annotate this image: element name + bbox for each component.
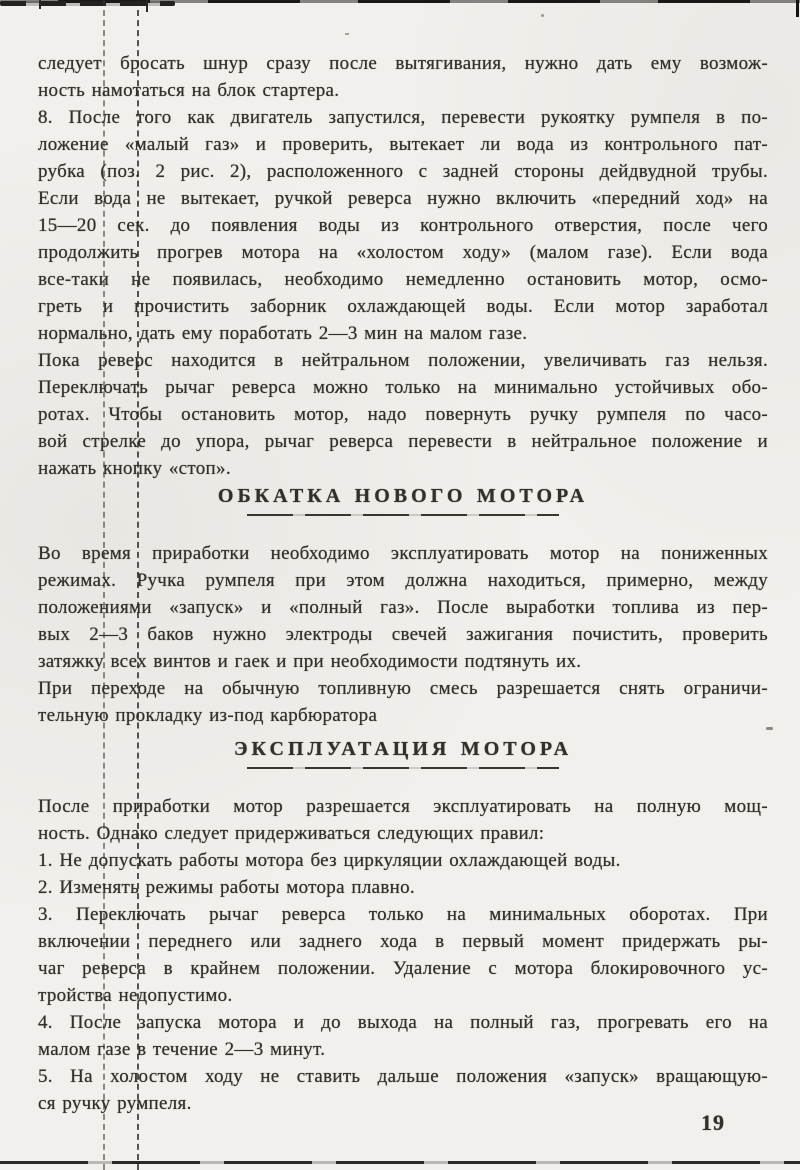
text-line: Во время приработки необходимо эксплуатировать мотор на пониженных	[38, 543, 768, 564]
text-line: ротах. Чтобы остановить мотор, надо повернуть ручку румпеля по часо-	[38, 404, 768, 425]
text-line: тройства недопустимо.	[38, 985, 233, 1006]
text-line: все-таки не появилась, необходимо немедленно остановить мотор, осмо-	[38, 269, 768, 290]
scan-edge-bottom	[0, 1161, 800, 1164]
text-line: затяжку всех винтов и гаек и при необходимости подтянуть их.	[38, 651, 582, 672]
scan-tick	[39, 0, 41, 9]
section-heading: ОБКАТКА НОВОГО МОТОРА	[217, 485, 589, 507]
paragraph	[38, 104, 768, 347]
text-line: нажать кнопку «стоп».	[38, 458, 231, 479]
text-line: При переходе на обычную топливную смесь разрешается снять ограничи-	[38, 678, 768, 699]
page-text	[38, 50, 768, 1117]
section-heading-block	[38, 482, 768, 516]
heading-underline	[247, 767, 559, 769]
text-line: 1. Не допускать работы мотора без циркуляции охлаждающей воды.	[38, 850, 621, 871]
scan-speck	[345, 33, 349, 35]
text-line: режимах. Ручка румпеля при этом должна находиться, примерно, между	[38, 570, 768, 591]
text-line: 2. Изменять режимы работы мотора плавно.	[38, 877, 415, 898]
text-line: 4. После запуска мотора и до выхода на полный газ, прогревать его на	[38, 1012, 768, 1033]
scan-edge-right	[796, 0, 799, 17]
section-heading-block	[38, 735, 768, 769]
text-line: вой стрелке до упора, рычаг реверса перевести в нейтральное положение и	[38, 431, 768, 452]
paragraph	[38, 1009, 768, 1063]
text-line: продолжить прогрев мотора на «холостом ходу» (малом газе). Если вода	[38, 242, 768, 263]
text-line: греть и прочистить заборник охлаждающей воды. Если мотор заработал	[38, 296, 768, 317]
text-line: ность. Однако следует придерживаться следующих правил:	[38, 823, 545, 844]
text-line: Переключать рычаг реверса можно только на минимально устойчивых обо-	[38, 377, 768, 398]
text-line: чаг реверса в крайнем положении. Удаление с мотора блокировочного ус-	[38, 958, 768, 979]
text-line: следует бросать шнур сразу после вытягивания, нужно дать ему возмож-	[38, 53, 768, 74]
text-line: тельную прокладку из-под карбюратора	[38, 705, 378, 726]
scan-speck	[541, 14, 544, 17]
text-line: включении переднего или заднего хода в первый момент придержать ры-	[38, 931, 768, 952]
text-line: ность намотаться на блок стартера.	[38, 80, 340, 101]
text-line: Пока реверс находится в нейтральном положении, увеличивать газ нельзя.	[38, 350, 768, 371]
paragraph	[38, 901, 768, 1009]
text-line: 3. Переключать рычаг реверса только на минимальных оборотах. При	[38, 904, 768, 925]
text-line: После приработки мотор разрешается эксплуатировать на полную мощ-	[38, 796, 768, 817]
scan-tick	[146, 0, 148, 12]
paragraph	[38, 347, 768, 482]
paragraph	[38, 540, 768, 675]
text-line: нормально, дать ему поработать 2—3 мин на малом газе.	[38, 323, 528, 344]
text-line: 15—20 сек. до появления воды из контрольного отверстия, после чего	[38, 215, 768, 236]
text-line: малом газе в течение 2—3 минут.	[38, 1039, 326, 1060]
section-heading: ЭКСПЛУАТАЦИЯ МОТОРА	[233, 738, 573, 760]
text-line: рубка (поз. 2 рис. 2), расположенного с задней стороны дейдвудной трубы.	[38, 161, 768, 182]
text-line: Если вода не вытекает, ручкой реверса нужно включить «передний ход» на	[38, 188, 768, 209]
paragraph	[38, 793, 768, 847]
text-line: ложение «малый газ» и проверить, вытекает ли вода из контрольного пат-	[38, 134, 768, 155]
paragraph	[38, 675, 768, 729]
paragraph	[38, 874, 768, 901]
heading-underline	[247, 514, 559, 516]
paragraph	[38, 847, 768, 874]
scan-blotch	[0, 1, 175, 6]
text-line: положениями «запуск» и «полный газ». После выработки топлива из пер-	[38, 597, 768, 618]
text-line: 8. После того как двигатель запустился, перевести рукоятку румпеля в по-	[38, 107, 768, 128]
text-line: ся ручку румпеля.	[38, 1093, 192, 1114]
page-number: 19	[701, 1110, 725, 1135]
paragraph	[38, 50, 768, 104]
text-line: вых 2—3 баков нужно электроды свечей зажигания почистить, проверить	[38, 624, 768, 645]
text-line: 5. На холостом ходу не ставить дальше положения «запуск» вращающую-	[38, 1066, 768, 1087]
paragraph	[38, 1063, 768, 1117]
